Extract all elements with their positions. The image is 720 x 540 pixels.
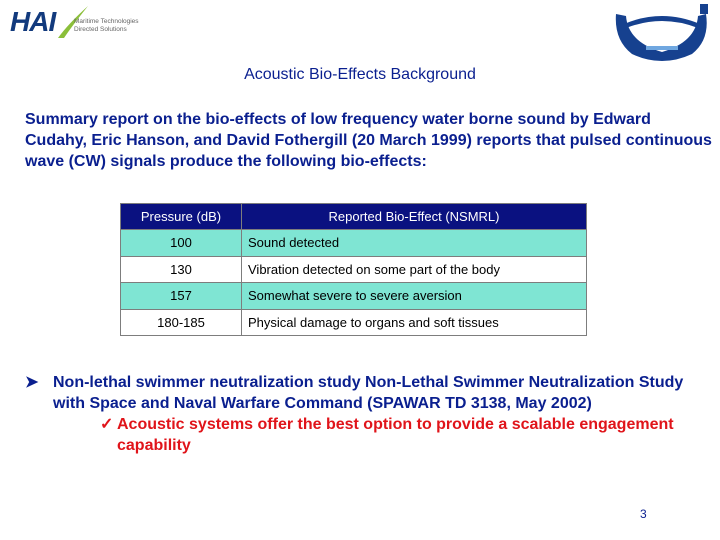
table-row — [121, 256, 587, 283]
summary-paragraph: Summary report on the bio-effects of low frequency water borne sound by Edward Cudahy, Eric Hanson, and David Fothergill (20 March 1999) reports that pulsed continuous wave (CW) signals produce the following bio-effects: — [25, 111, 712, 170]
effect-cell: Vibration detected on some part of the body — [242, 256, 587, 283]
pressure-cell: 130 — [121, 256, 242, 283]
slide-title: Acoustic Bio-Effects Background — [244, 66, 476, 83]
effect-cell: Physical damage to organs and soft tissues — [242, 309, 587, 336]
effect-cell: Sound detected — [242, 230, 587, 257]
mns-logo-text: MNS — [647, 22, 677, 37]
bullet-list — [25, 372, 715, 456]
hai-tagline-line-1: Maritime Technologies — [74, 18, 139, 25]
sub-bullet-item — [25, 414, 715, 456]
hai-tagline-line-2: Directed Solutions — [74, 26, 127, 33]
bullet-item — [25, 372, 715, 414]
mns-logo-subtext: MARINE — [650, 40, 674, 46]
ship-emblem-icon — [612, 4, 712, 68]
effect-cell: Somewhat severe to severe aversion — [242, 283, 587, 310]
bio-effects-table — [120, 203, 587, 336]
pressure-cell: 180-185 — [121, 309, 242, 336]
table-row — [121, 309, 587, 336]
hai-logo-text: HAI — [10, 6, 56, 37]
sub-bullet-text: Acoustic systems offer the best option to provide a scalable engagement capability — [117, 416, 674, 454]
checkmark-icon: ✓ — [100, 416, 114, 433]
column-header-effect: Reported Bio-Effect (NSMRL) — [242, 204, 587, 230]
arrow-bullet-icon: ➤ — [25, 374, 39, 391]
page-number: 3 — [640, 507, 647, 521]
pressure-cell: 100 — [121, 230, 242, 257]
mns-marine-logo — [612, 4, 712, 68]
hai-logo-tagline — [74, 18, 139, 34]
column-header-pressure: Pressure (dB) — [121, 204, 242, 230]
table-row — [121, 283, 587, 310]
table-row — [121, 230, 587, 257]
bullet-text: Non-lethal swimmer neutralization study Non-Lethal Swimmer Neutralization Study with Space and Naval Warfare Command (SPAWAR TD 3138, May 2002) — [53, 374, 684, 412]
table-header-row — [121, 204, 587, 230]
pressure-cell: 157 — [121, 283, 242, 310]
hai-logo — [10, 4, 140, 40]
